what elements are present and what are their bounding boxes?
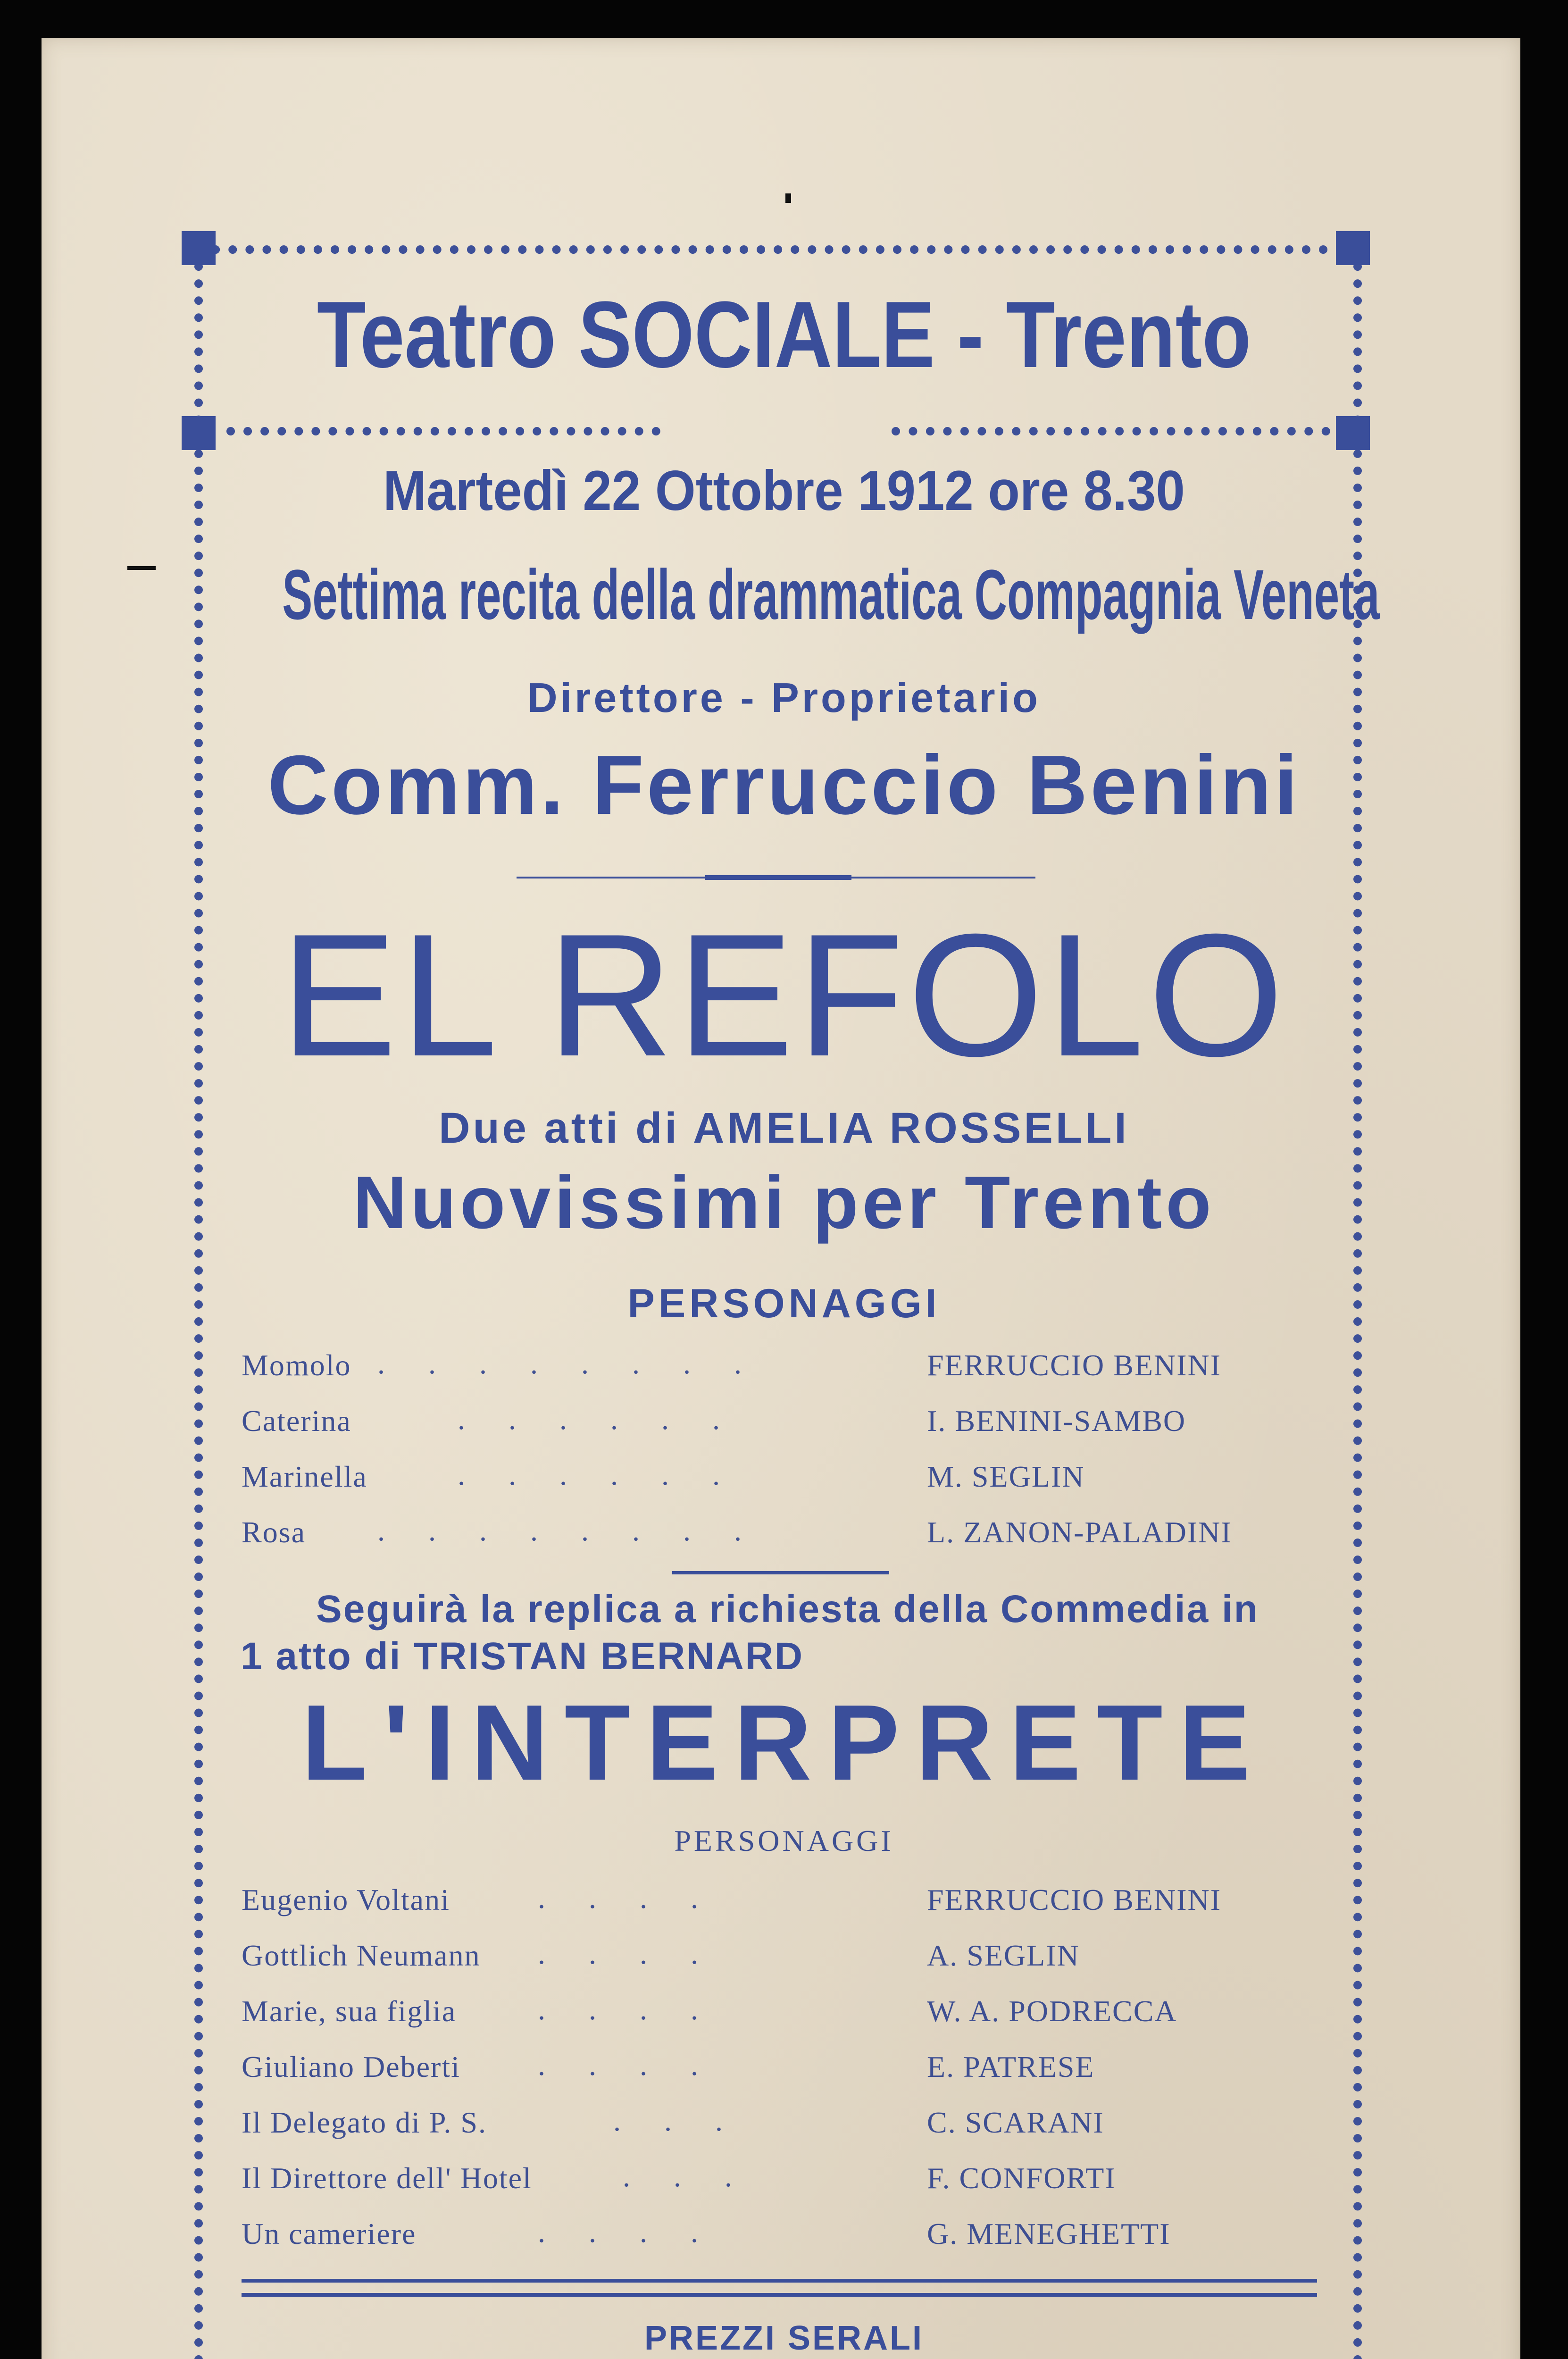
play1-title: EL REFOLO (280, 898, 1288, 1093)
cast-actor: W. A. PODRECCA (927, 1994, 1177, 2028)
theatre-name: Teatro SOCIALE - Trento (317, 282, 1251, 387)
leader-dots: ...... (458, 1458, 763, 1491)
double-rule (242, 2279, 1317, 2283)
leader-dots: ... (623, 2159, 776, 2193)
leader-dots: ........ (377, 1347, 785, 1380)
play2-intro-line1: Seguirà la replica a richiesta della Commedia in (316, 1588, 1259, 1631)
cast-role: Caterina (242, 1404, 351, 1438)
play2-cast-heading: PERSONAGGI (674, 1824, 894, 1857)
cast-actor: I. BENINI-SAMBO (927, 1404, 1186, 1438)
section-rule (672, 1571, 889, 1574)
cast-role: Eugenio Voltani (242, 1883, 450, 1916)
cast-actor: A. SEGLIN (927, 1939, 1080, 1972)
header-divider (226, 427, 660, 435)
cast-actor: F. CONFORTI (927, 2161, 1116, 2195)
play2-title: L'INTERPRETE (301, 1683, 1267, 1803)
title-rule-bold (705, 875, 851, 880)
play1-author: Due atti di AMELIA ROSSELLI (439, 1104, 1129, 1152)
cast-actor: FERRUCCIO BENINI (927, 1348, 1222, 1382)
leader-dots: .... (538, 1937, 742, 1970)
company-line: Settima recita della drammatica Compagnia Veneta (282, 555, 1380, 634)
leader-dots: ... (613, 2104, 766, 2137)
cast-actor: G. MENEGHETTI (927, 2217, 1171, 2250)
performance-date: Martedì 22 Ottobre 1912 ore 8.30 (383, 459, 1185, 522)
frame-corner-ornament (182, 231, 216, 265)
binding-mark (127, 566, 156, 570)
cast-actor: C. SCARANI (927, 2106, 1104, 2139)
double-rule (242, 2293, 1317, 2297)
leader-dots: ........ (377, 1514, 785, 1547)
leader-dots: .... (538, 1881, 742, 1915)
cast-role: Rosa (242, 1515, 306, 1549)
leader-dots: .... (538, 2215, 742, 2249)
cast-actor: E. PATRESE (927, 2050, 1095, 2083)
play2-intro-line2: 1 atto di TRISTAN BERNARD (241, 1635, 804, 1678)
cast-actor: L. ZANON-PALADINI (927, 1515, 1232, 1549)
leader-dots: ...... (458, 1402, 763, 1436)
cast-actor: M. SEGLIN (927, 1460, 1085, 1493)
cast-actor: FERRUCCIO BENINI (927, 1883, 1222, 1916)
cast-role: Il Delegato di P. S. (242, 2106, 487, 2139)
prices-heading: PREZZI SERALI (644, 2319, 924, 2357)
frame-corner-ornament (1336, 231, 1370, 265)
leader-dots: .... (538, 1992, 742, 2026)
binding-mark (785, 193, 791, 203)
leader-dots: .... (538, 2048, 742, 2082)
header-divider (892, 427, 1330, 435)
cast-role: Il Direttore dell' Hotel (242, 2161, 532, 2195)
play1-cast-heading: PERSONAGGI (627, 1281, 941, 1326)
director-name: Comm. Ferruccio Benini (267, 738, 1301, 832)
cast-role: Momolo (242, 1348, 351, 1382)
cast-role: Giuliano Deberti (242, 2050, 460, 2083)
frame-corner-ornament (1336, 416, 1370, 450)
premiere-note: Nuovissimi per Trento (353, 1161, 1215, 1244)
cast-role: Gottlich Neumann (242, 1939, 481, 1972)
cast-role: Marinella (242, 1460, 367, 1493)
cast-role: Un cameriere (242, 2217, 417, 2250)
cast-role: Marie, sua figlia (242, 1994, 457, 2028)
frame-corner-ornament (182, 416, 216, 450)
director-role: Direttore - Proprietario (527, 674, 1041, 721)
